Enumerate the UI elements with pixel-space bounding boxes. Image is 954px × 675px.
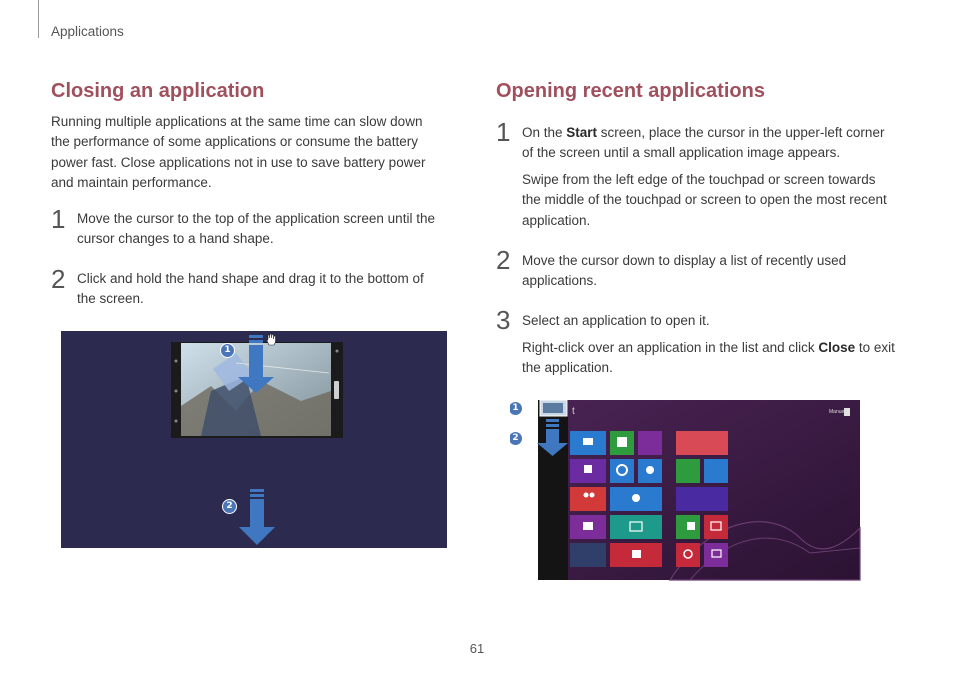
closing-title: Closing an application xyxy=(51,80,265,102)
page-number: 61 xyxy=(469,641,485,656)
opening-step-2: Move the cursor down to display a list of recently used applications. xyxy=(522,253,847,289)
opening-step-1: On the Start screen, place the cursor in the upper-left corner of the screen until a small application image appears. xyxy=(522,125,885,161)
closing-intro: Running multiple applications at the same time can slow down the performance of some applications or consume the battery power fast. Close applications not in use to save battery power and maintain performance. xyxy=(51,114,426,190)
header-rule xyxy=(38,0,39,38)
start-screen-illustration xyxy=(510,398,862,582)
drag-down-arrow-bottom xyxy=(239,489,275,545)
callout-marker-1: 1 xyxy=(220,343,235,358)
closing-step-2: Click and hold the hand shape and drag it to the bottom of the screen. xyxy=(77,271,424,307)
step-number: 1 xyxy=(51,204,66,234)
start-screen-svg xyxy=(510,398,862,582)
closing-step-1: Move the cursor to the top of the application screen until the cursor changes to a hand shape. xyxy=(77,211,435,247)
closing-screen-svg xyxy=(61,331,447,548)
opening-step-1-note: Swipe from the left edge of the touchpad or screen towards the middle of the touchpad or screen to open the most recent application. xyxy=(522,172,887,228)
callout-marker-2: 2 xyxy=(510,431,523,446)
hand-cursor-icon xyxy=(267,334,276,345)
opening-title: Opening recent applications xyxy=(496,80,765,102)
step-number: 1 xyxy=(496,117,511,147)
start-tiles xyxy=(570,431,728,567)
callout-marker-1: 1 xyxy=(510,401,523,416)
callout-marker-2: 2 xyxy=(222,499,237,514)
section-header: Applications xyxy=(51,24,124,39)
opening-step-3-note: Right-click over an application in the list and click Close to exit the application. xyxy=(522,340,895,376)
step-number: 2 xyxy=(51,264,66,294)
step-number: 3 xyxy=(496,305,511,335)
start-label: t xyxy=(572,406,575,417)
closing-illustration xyxy=(61,331,447,548)
user-name: Manuel xyxy=(829,409,846,415)
opening-step-3: Select an application to open it. xyxy=(522,313,710,328)
step-number: 2 xyxy=(496,245,511,275)
